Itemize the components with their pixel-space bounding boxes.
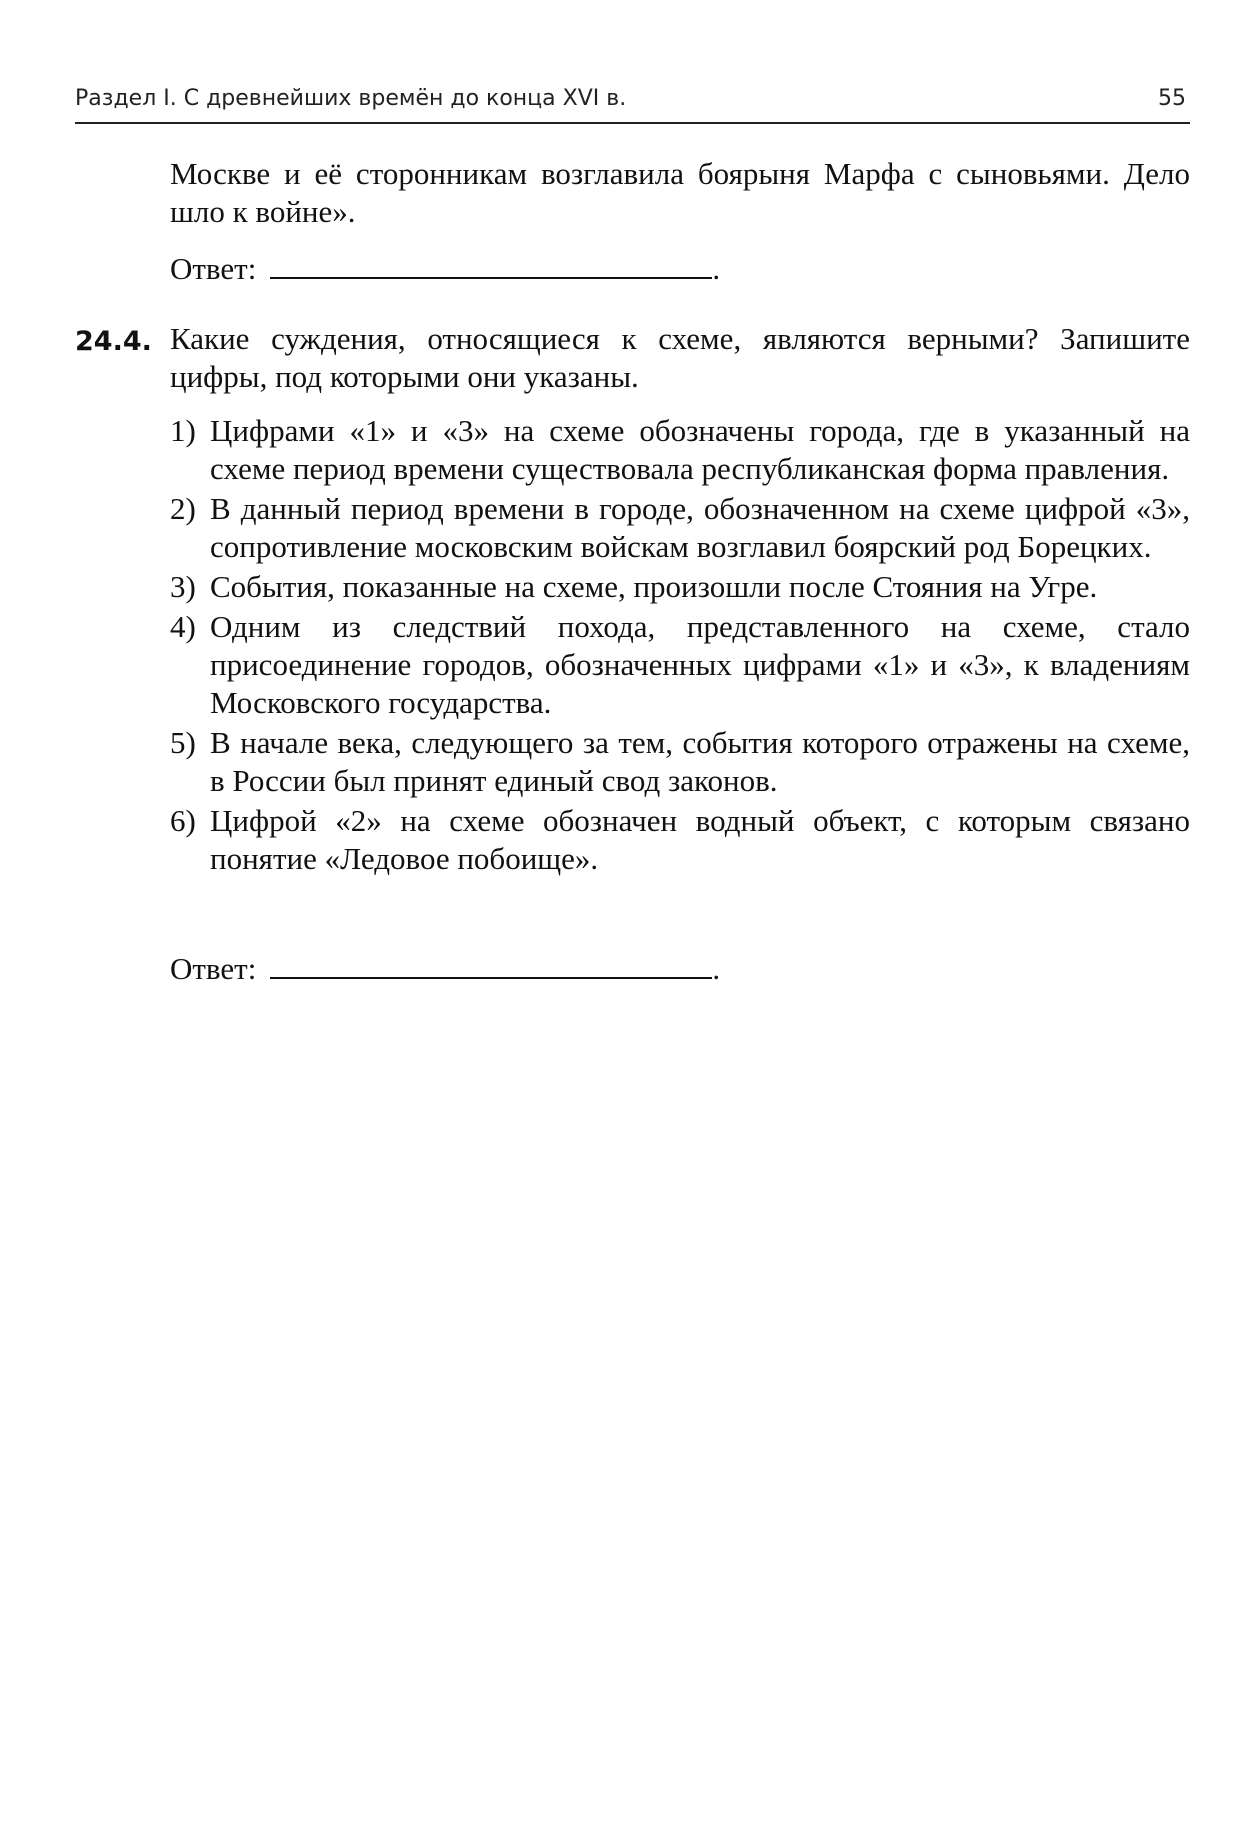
task-question: Какие суждения, относящиеся к схеме, являются верными? Запишите цифры, под которыми они указаны.: [170, 321, 1190, 394]
option-text: Одним из следствий похода, представленного на схеме, стало присоединение городов, обозначенных цифрами «1» и «3», к владениям Московского государства.: [210, 609, 1190, 720]
page-number: 55: [1158, 86, 1186, 111]
option-5: [170, 724, 1190, 800]
option-6: [170, 802, 1190, 878]
answer-field-1: [170, 249, 720, 288]
answer-label: Ответ:: [170, 251, 257, 286]
task-number: 24.4.: [75, 326, 152, 357]
option-text: Цифрой «2» на схеме обозначен водный объект, с которым связано понятие «Ледовое побоище».: [210, 803, 1190, 876]
option-number: 6): [170, 803, 196, 838]
option-text: В начале века, следующего за тем, события которого отражены на схеме, в России был принят единый свод законов.: [210, 725, 1190, 798]
option-text: В данный период времени в городе, обозначенном на схеме цифрой «3», сопротивление московским войскам возглавил боярский род Борецких.: [210, 491, 1190, 564]
answer-period: .: [712, 251, 721, 286]
option-number: 1): [170, 413, 196, 448]
previous-task-text: Москве и её сторонникам возглавила боярыня Марфа с сыновьями. Дело шло к войне».: [170, 156, 1190, 229]
option-number: 3): [170, 569, 196, 604]
answer-blank-line[interactable]: [270, 249, 712, 279]
option-number: 2): [170, 491, 196, 526]
option-number: 4): [170, 609, 196, 644]
options-list: [170, 412, 1190, 880]
option-number: 5): [170, 725, 196, 760]
option-3: [170, 568, 1190, 606]
option-text: Цифрами «1» и «3» на схеме обозначены города, где в указанный на схеме период времени существовала республиканская форма правления.: [210, 413, 1190, 486]
option-2: [170, 490, 1190, 566]
answer-period: .: [712, 951, 721, 986]
option-4: [170, 608, 1190, 722]
running-header: [75, 86, 1190, 124]
option-text: События, показанные на схеме, произошли после Стояния на Угре.: [210, 569, 1098, 604]
answer-label: Ответ:: [170, 951, 257, 986]
section-title: Раздел I. С древнейших времён до конца XVI в.: [75, 86, 627, 111]
answer-field-2: [170, 949, 720, 988]
answer-blank-line[interactable]: [270, 949, 712, 979]
option-1: [170, 412, 1190, 488]
